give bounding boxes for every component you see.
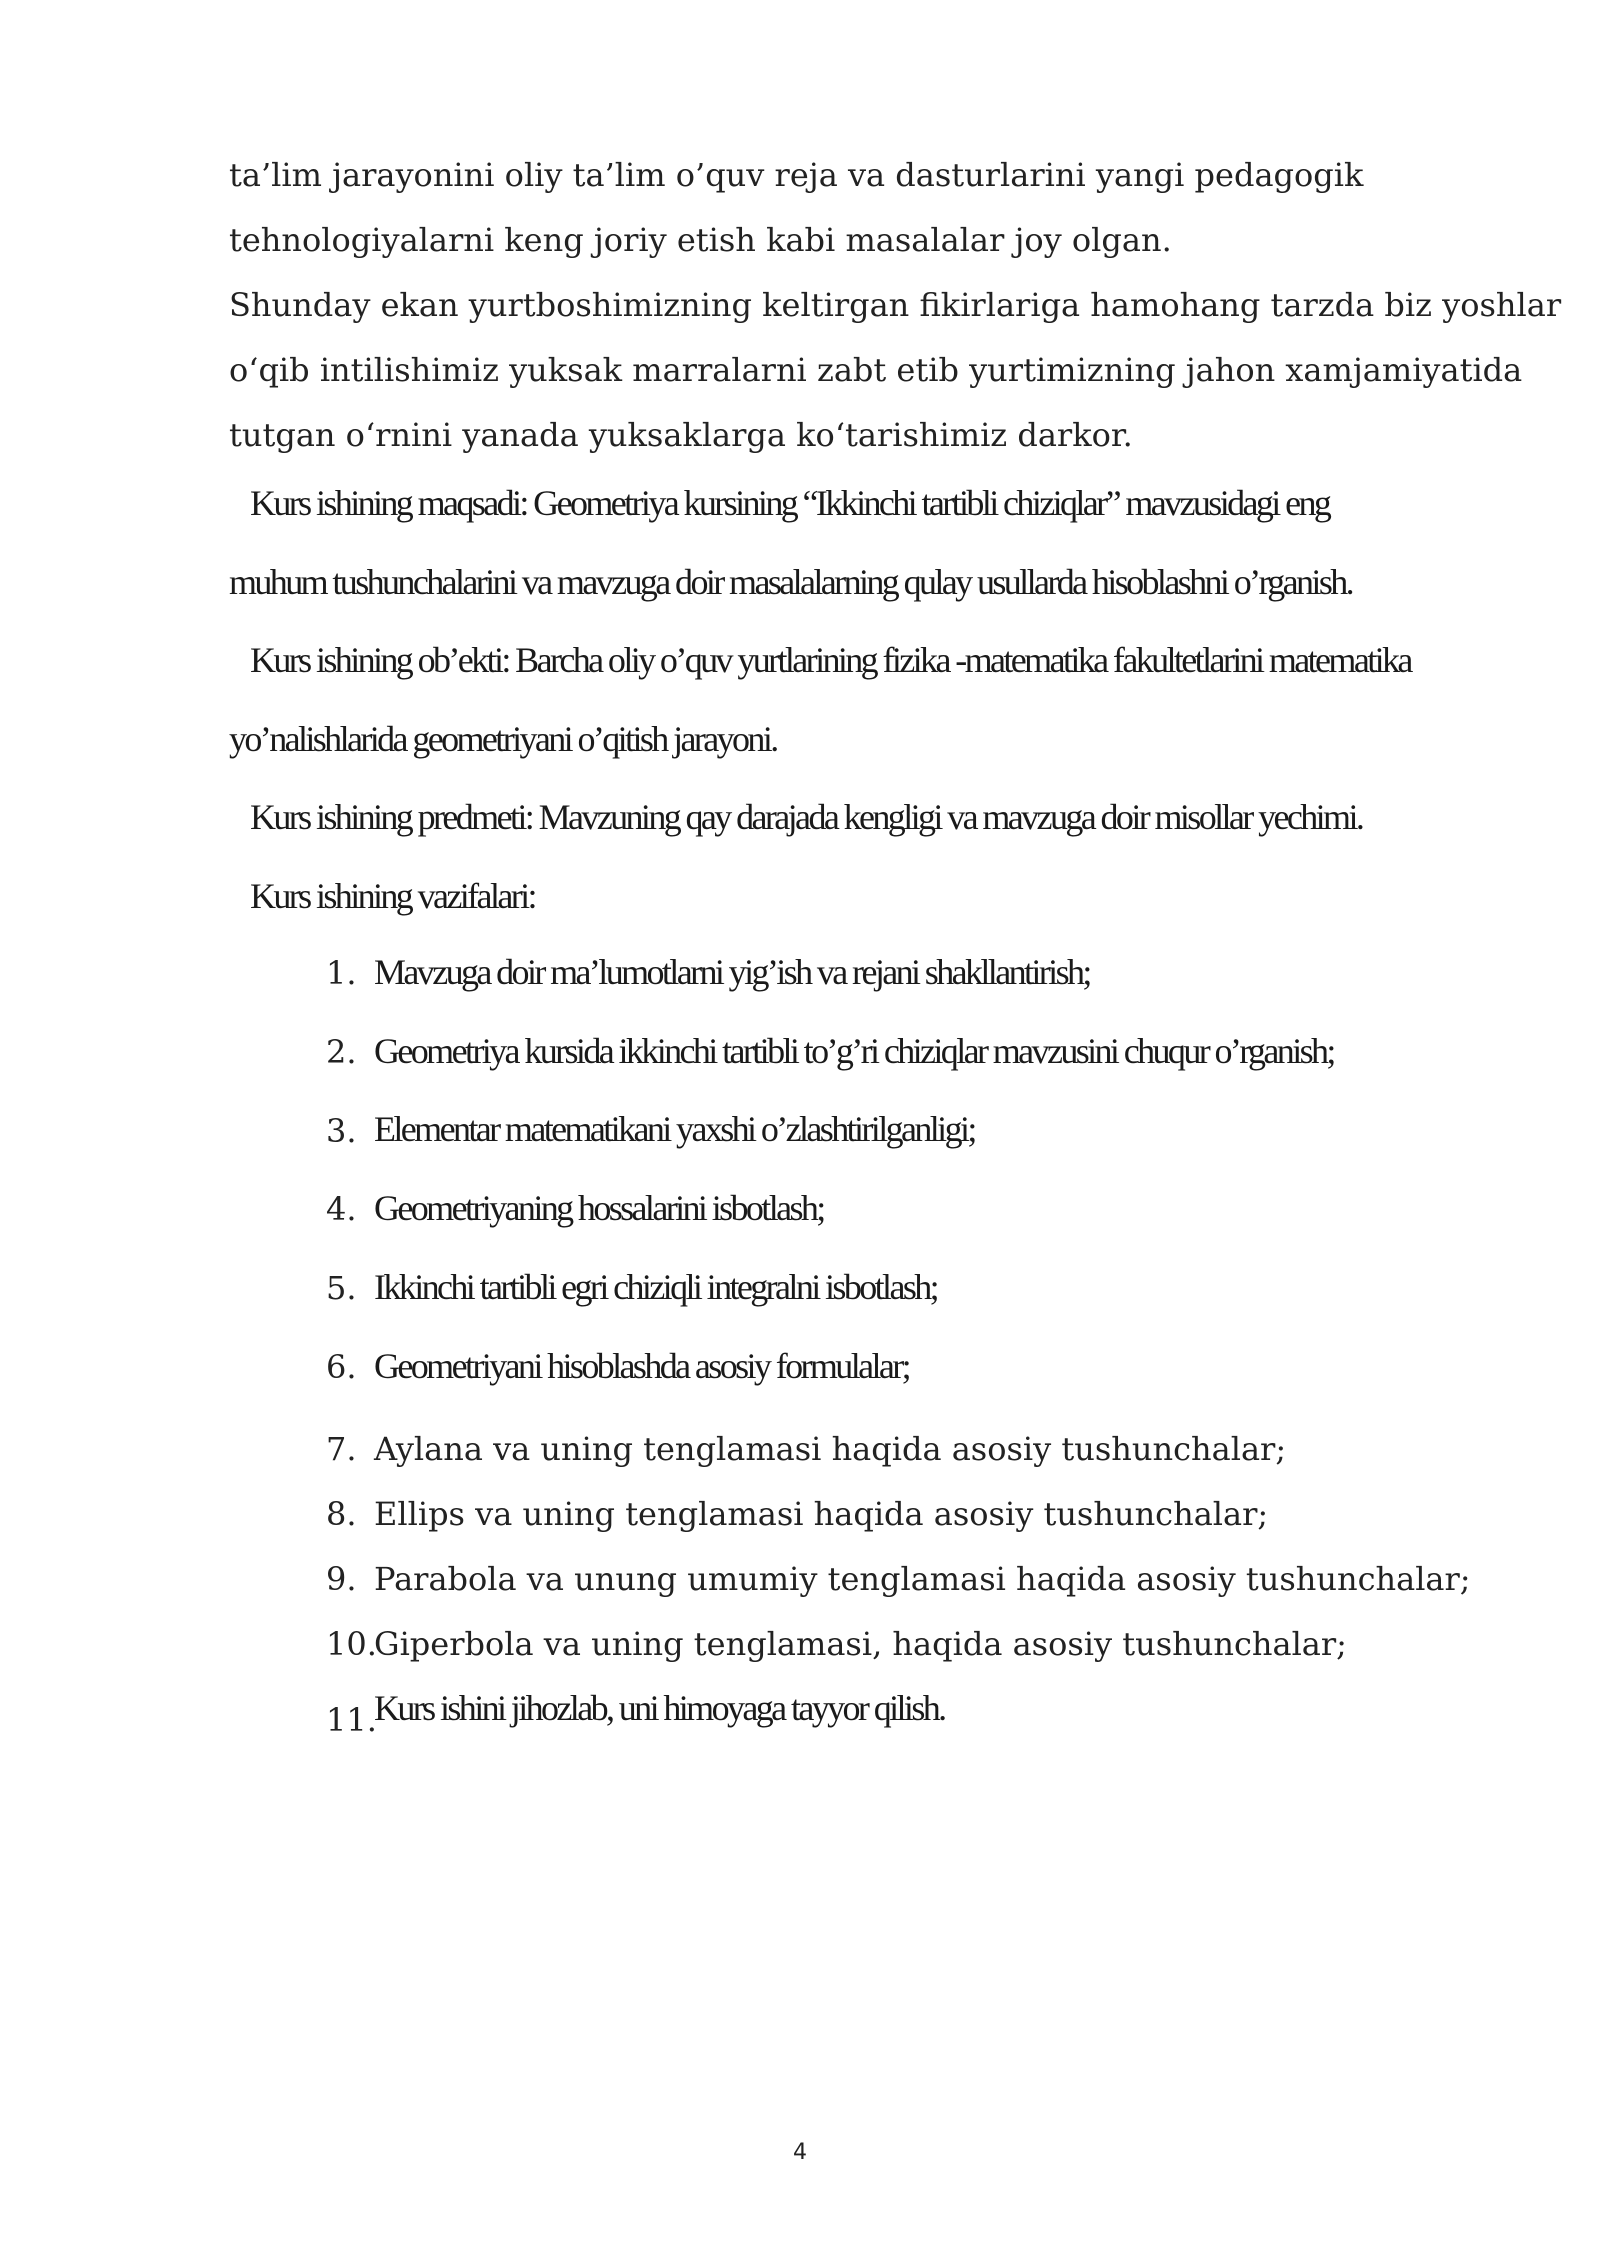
- list-item-number: 10.: [326, 1625, 377, 1663]
- list-item: Ikkinchi tartibli egri chiziqli integralni isbotlash;: [374, 1267, 938, 1307]
- list-item: Geometriyaning hossalarini isbotlash;: [374, 1188, 824, 1228]
- list-item: Geometriyani hisoblashda asosiy formulalar;: [374, 1346, 910, 1386]
- list-item: Elementar matematikani yaxshi o’zlashtirilganligi;: [374, 1109, 975, 1149]
- page-number: 4: [793, 2140, 807, 2165]
- paragraph-line: tehnologiyalarni keng joriy etish kabi masalalar joy olgan.: [229, 221, 1172, 259]
- list-item-number: 8.: [326, 1495, 357, 1533]
- list-item-number: 2.: [326, 1033, 357, 1071]
- list-item: Ellips va uning tenglamasi haqida asosiy tushunchalar;: [374, 1495, 1269, 1533]
- goal-line-1: Kurs ishining maqsadi: Geometriya kursining “Ikkinchi tartibli chiziqlar” mavzusidagi eng: [250, 483, 1330, 523]
- list-item: Aylana va uning tenglamasi haqida asosiy tushunchalar;: [374, 1430, 1287, 1468]
- list-item-number: 6.: [326, 1348, 357, 1386]
- paragraph-line: o‘qib intilishimiz yuksak marralarni zabt etib yurtimizning jahon xamjamiyatida: [229, 351, 1523, 389]
- list-item: Parabola va unung umumiy tenglamasi haqida asosiy tushunchalar;: [374, 1560, 1471, 1598]
- list-item-number: 5.: [326, 1269, 357, 1307]
- list-item: Giperbola va uning tenglamasi, haqida asosiy tushunchalar;: [374, 1625, 1347, 1663]
- list-item: Geometriya kursida ikkinchi tartibli to’g’ri chiziqlar mavzusini chuqur o’rganish;: [374, 1031, 1334, 1071]
- paragraph-line: ta’lim jarayonini oliy ta’lim o’quv reja va dasturlarini yangi pedagogik: [229, 156, 1364, 194]
- object-line-1: Kurs ishining ob’ekti: Barcha oliy o’quv yurtlarining fizika -matematika fakultetlarini matematika: [250, 640, 1411, 680]
- list-item-number: 7.: [326, 1430, 357, 1468]
- list-item-number: 9.: [326, 1560, 357, 1598]
- list-item: Kurs ishini jihozlab, uni himoyaga tayyor qilish.: [374, 1688, 945, 1728]
- object-line-2: yo’nalishlarida geometriyani o’qitish jarayoni.: [229, 719, 777, 759]
- list-item-number: 11.: [326, 1701, 377, 1739]
- paragraph-line: Shunday ekan yurtboshimizning keltirgan fikirlariga hamohang tarzda biz yoshlar: [229, 286, 1562, 324]
- tasks-heading: Kurs ishining vazifalari:: [250, 876, 535, 916]
- subject-line: Kurs ishining predmeti: Mavzuning qay darajada kengligi va mavzuga doir misollar yechimi.: [250, 797, 1363, 837]
- list-item-number: 4.: [326, 1190, 357, 1228]
- list-item-number: 3.: [326, 1112, 357, 1150]
- goal-line-2: muhum tushunchalarini va mavzuga doir masalalarning qulay usullarda hisoblashni o’rganish.: [229, 562, 1353, 602]
- list-item-number: 1.: [326, 954, 357, 992]
- list-item: Mavzuga doir ma’lumotlarni yig’ish va rejani shakllantirish;: [374, 952, 1090, 992]
- paragraph-line: tutgan o‘rnini yanada yuksaklarga ko‘tarishimiz darkor.: [229, 416, 1133, 454]
